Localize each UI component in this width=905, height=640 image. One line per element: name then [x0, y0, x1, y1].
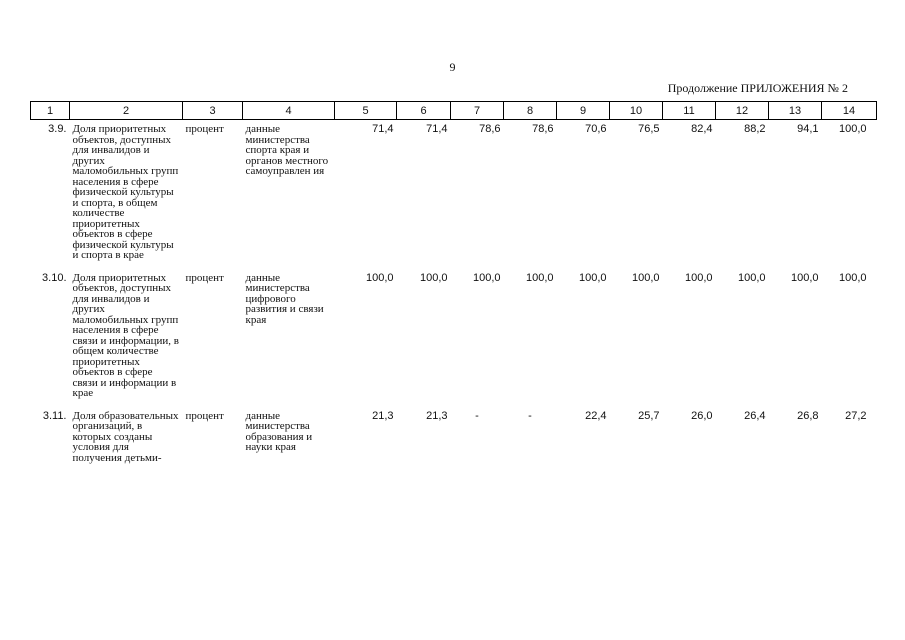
value-cell: 82,4 [691, 123, 713, 135]
value-cell: 100,0 [631, 271, 660, 284]
row-number: 3.9. [48, 123, 67, 135]
source-cell: данные министерства цифрового развития и связи края [245, 271, 324, 326]
indicator-name: Доля приоритетных объектов, доступных для инвалидов и других маломобильных групп населения в сфере связи и информации, в общем количестве приоритетных объектов в сфере связи и информации в крае [72, 271, 179, 399]
column-header: 10 [610, 102, 663, 120]
indicator-name: Доля образовательных организаций, в которых созданы условия для получения детьми- [72, 409, 179, 464]
value-cell: 100,0 [838, 123, 867, 135]
column-header: 3 [183, 102, 243, 120]
indicators-table [30, 101, 877, 471]
column-header: 12 [716, 102, 769, 120]
value-cell: 100,0 [525, 271, 554, 284]
value-cell: - [528, 409, 532, 422]
page-number: 9 [449, 60, 456, 74]
value-cell: 71,4 [426, 123, 448, 135]
value-cell: 100,0 [472, 271, 501, 284]
value-cell: 78,6 [532, 123, 554, 135]
column-header: 5 [335, 102, 397, 120]
value-cell: 21,3 [426, 409, 448, 422]
source-cell: данные министерства образования и науки края [245, 409, 313, 453]
value-cell: 100,0 [838, 271, 867, 284]
value-cell: 26,0 [691, 409, 713, 422]
row-number: 3.10. [42, 271, 67, 284]
value-cell: 78,6 [479, 123, 501, 135]
value-cell: 100,0 [684, 271, 713, 284]
value-cell: 100,0 [737, 271, 766, 284]
value-cell: 88,2 [744, 123, 766, 135]
column-number-row [31, 102, 877, 120]
source-cell: данные министерства спорта края и органов местного самоуправлен ия [245, 123, 329, 177]
value-cell: 22,4 [585, 409, 607, 422]
value-cell: 76,5 [638, 123, 660, 135]
continuation-label: Продолжение ПРИЛОЖЕНИЯ № 2 [667, 81, 848, 95]
value-cell: 26,4 [744, 409, 766, 422]
row-number: 3.11. [42, 409, 67, 422]
table-row [31, 269, 877, 407]
value-cell: 25,7 [638, 409, 660, 422]
unit-cell: процент [185, 123, 224, 135]
column-header: 14 [822, 102, 877, 120]
unit-cell: процент [185, 271, 224, 284]
value-cell: 100,0 [578, 271, 607, 284]
column-header: 4 [243, 102, 335, 120]
value-cell: 100,0 [365, 271, 394, 284]
unit-cell: процент [185, 409, 224, 422]
table-row [31, 120, 877, 269]
column-header: 6 [397, 102, 451, 120]
value-cell: 21,3 [372, 409, 394, 422]
indicator-name: Доля приоритетных объектов, доступных для инвалидов и других маломобильных групп населения в сфере физической культуры и спорта, в общем количестве приоритетных объектов в сфере физической культуры и спорта в крае [72, 123, 179, 261]
value-cell: - [475, 409, 479, 422]
column-header: 11 [663, 102, 716, 120]
value-cell: 94,1 [797, 123, 819, 135]
value-cell: 71,4 [372, 123, 394, 135]
column-header: 1 [31, 102, 70, 120]
column-header: 9 [557, 102, 610, 120]
value-cell: 100,0 [419, 271, 448, 284]
column-header: 13 [769, 102, 822, 120]
column-header: 8 [504, 102, 557, 120]
column-header: 2 [70, 102, 183, 120]
value-cell: 27,2 [845, 409, 867, 422]
value-cell: 70,6 [585, 123, 607, 135]
column-header: 7 [451, 102, 504, 120]
table-row [31, 407, 877, 472]
value-cell: 100,0 [790, 271, 819, 284]
value-cell: 26,8 [797, 409, 819, 422]
